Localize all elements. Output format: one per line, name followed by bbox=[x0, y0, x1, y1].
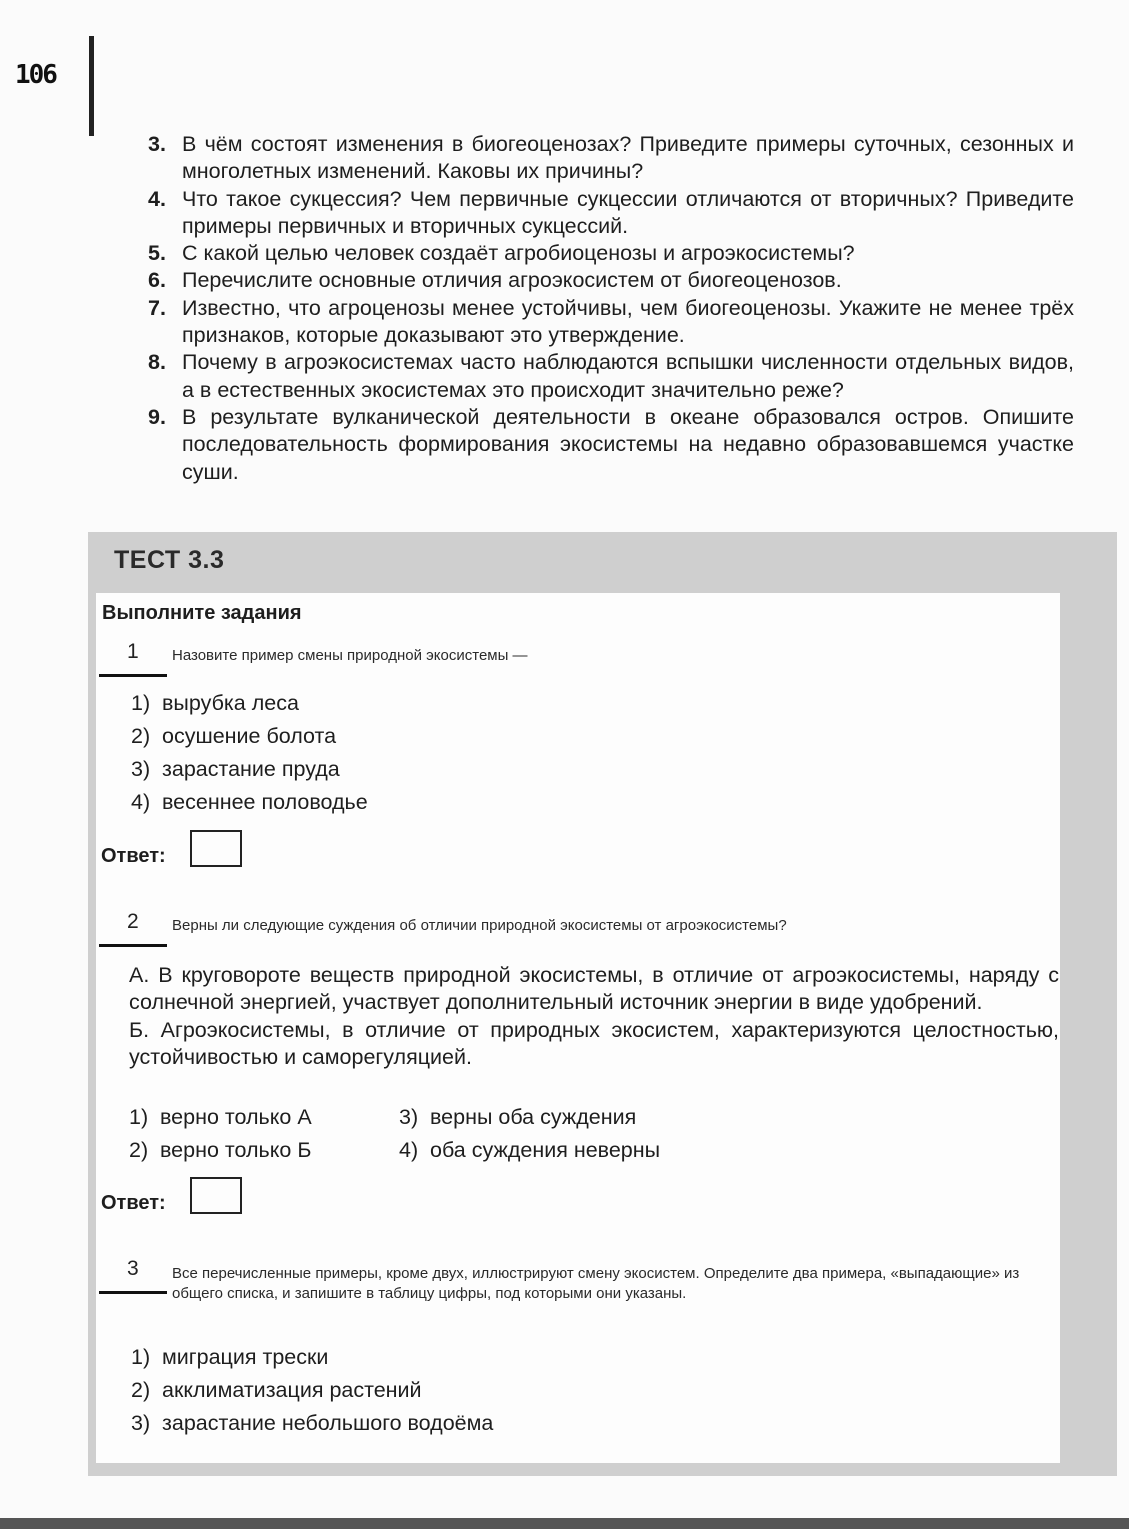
answer-box[interactable] bbox=[190, 830, 242, 867]
test-title: ТЕСТ 3.3 bbox=[114, 546, 225, 574]
option-number: 4) bbox=[131, 790, 151, 814]
question-number: 4. bbox=[148, 186, 166, 211]
option-text: верно только А bbox=[160, 1105, 312, 1129]
option-number: 1) bbox=[131, 1345, 151, 1369]
answer-option[interactable] bbox=[131, 786, 368, 819]
question-number: 3. bbox=[148, 132, 166, 156]
question-item bbox=[148, 240, 1074, 267]
option-text: верно только Б bbox=[160, 1138, 312, 1162]
option-text: зарастание небольшого водоёма bbox=[162, 1411, 494, 1435]
answer-option[interactable] bbox=[399, 1101, 799, 1134]
task-number: 1 bbox=[127, 640, 139, 663]
review-questions bbox=[148, 131, 1074, 486]
answer-box[interactable] bbox=[190, 1177, 242, 1214]
question-item bbox=[148, 404, 1074, 486]
test-instructions: Выполните задания bbox=[102, 602, 302, 624]
option-text: миграция трески bbox=[162, 1345, 329, 1369]
question-text: В результате вулканической деятельности в океане образовался остров. Опишите последовательность формирования экосистемы на недавно образовавшемся участке суши. bbox=[182, 404, 1074, 484]
question-item bbox=[148, 267, 1074, 294]
question-item bbox=[148, 186, 1074, 241]
question-number: 5. bbox=[148, 241, 166, 266]
option-text: оба суждения неверны bbox=[430, 1138, 661, 1162]
answer-option[interactable] bbox=[131, 687, 368, 720]
page-margin-rule bbox=[89, 36, 94, 136]
option-number: 1) bbox=[129, 1105, 149, 1129]
task-rule bbox=[99, 1291, 167, 1294]
scan-bottom-edge bbox=[0, 1518, 1129, 1529]
question-text: Известно, что агроценозы менее устойчивы, чем биогеоценозы. Укажите не менее трёх признаков, которые доказывают это утверждение. bbox=[182, 295, 1074, 348]
task2-options bbox=[129, 1101, 799, 1167]
question-text: Почему в агроэкосистемах часто наблюдаются вспышки численности отдельных видов, а в естественных экосистемах это происходит значительно реже? bbox=[182, 350, 1074, 402]
question-number: 7. bbox=[148, 295, 166, 320]
answer-option[interactable] bbox=[131, 720, 368, 753]
statement-a: А. В круговороте веществ природной экосистемы, в отличие от агроэкосистемы, наряду с солнечной энергией, участвует дополнительный источник энергии в виде удобрений. bbox=[129, 963, 1059, 1015]
task-number: 2 bbox=[127, 910, 139, 933]
answer-option[interactable] bbox=[129, 1134, 399, 1167]
option-text: весеннее половодье bbox=[162, 790, 368, 814]
option-text: осушение болота bbox=[162, 724, 337, 748]
question-text: Что такое сукцессия? Чем первичные сукцессии отличаются от вторичных? Приведите примеры первичных и вторичных сукцессий. bbox=[182, 186, 1074, 238]
task1-options bbox=[131, 687, 368, 819]
question-number: 8. bbox=[148, 350, 166, 375]
answer-option[interactable] bbox=[399, 1134, 799, 1167]
statement-b: Б. Агроэкосистемы, в отличие от природных экосистем, характеризуются целостностью, устойчивостью и саморегуляцией. bbox=[129, 1017, 1059, 1069]
task2-statements bbox=[129, 962, 1059, 1071]
option-text: зарастание пруда bbox=[162, 757, 340, 781]
option-number: 2) bbox=[129, 1138, 149, 1162]
option-number: 1) bbox=[131, 691, 151, 715]
answer-label: Ответ: bbox=[101, 845, 166, 867]
answer-option[interactable] bbox=[131, 1374, 493, 1407]
question-text: Перечислите основные отличия агроэкосистем от биогеоценозов. bbox=[182, 268, 842, 293]
task-rule bbox=[99, 674, 167, 677]
option-number: 3) bbox=[131, 757, 151, 781]
option-number: 3) bbox=[399, 1105, 419, 1129]
question-item bbox=[148, 349, 1074, 404]
option-number: 2) bbox=[131, 724, 151, 748]
task-prompt: Верны ли следующие суждения об отличии природной экосистемы от агроэкосистемы? bbox=[172, 917, 787, 934]
question-item bbox=[148, 295, 1074, 350]
answer-option[interactable] bbox=[131, 1341, 493, 1374]
question-item bbox=[148, 131, 1074, 186]
option-number: 4) bbox=[399, 1138, 419, 1162]
option-number: 3) bbox=[131, 1411, 151, 1435]
option-text: вырубка леса bbox=[162, 691, 299, 715]
option-text: акклиматизация растений bbox=[162, 1378, 422, 1402]
task-number: 3 bbox=[127, 1257, 139, 1280]
answer-label: Ответ: bbox=[101, 1192, 166, 1214]
page-number: 106 bbox=[15, 60, 56, 90]
question-text: В чём состоят изменения в биогеоценозах? Приведите примеры суточных, сезонных и многолетных изменений. Каковы их причины? bbox=[182, 132, 1074, 184]
answer-option[interactable] bbox=[131, 753, 368, 786]
question-text: С какой целью человек создаёт агробиоценозы и агроэкосистемы? bbox=[182, 241, 855, 266]
answer-option[interactable] bbox=[129, 1101, 399, 1134]
task-rule bbox=[99, 944, 167, 947]
option-number: 2) bbox=[131, 1378, 151, 1402]
answer-option[interactable] bbox=[131, 1407, 493, 1440]
question-number: 9. bbox=[148, 404, 166, 429]
question-number: 6. bbox=[148, 268, 166, 293]
option-text: верны оба суждения bbox=[430, 1105, 637, 1129]
task3-options bbox=[131, 1341, 493, 1440]
task-prompt: Назовите пример смены природной экосистемы — bbox=[172, 647, 528, 664]
task-prompt: Все перечисленные примеры, кроме двух, иллюстрируют смену экосистем. Определите два примера, «выпадающие» из общего списка, и запишите в таблицу цифры, под которыми они указаны. bbox=[172, 1265, 1020, 1302]
